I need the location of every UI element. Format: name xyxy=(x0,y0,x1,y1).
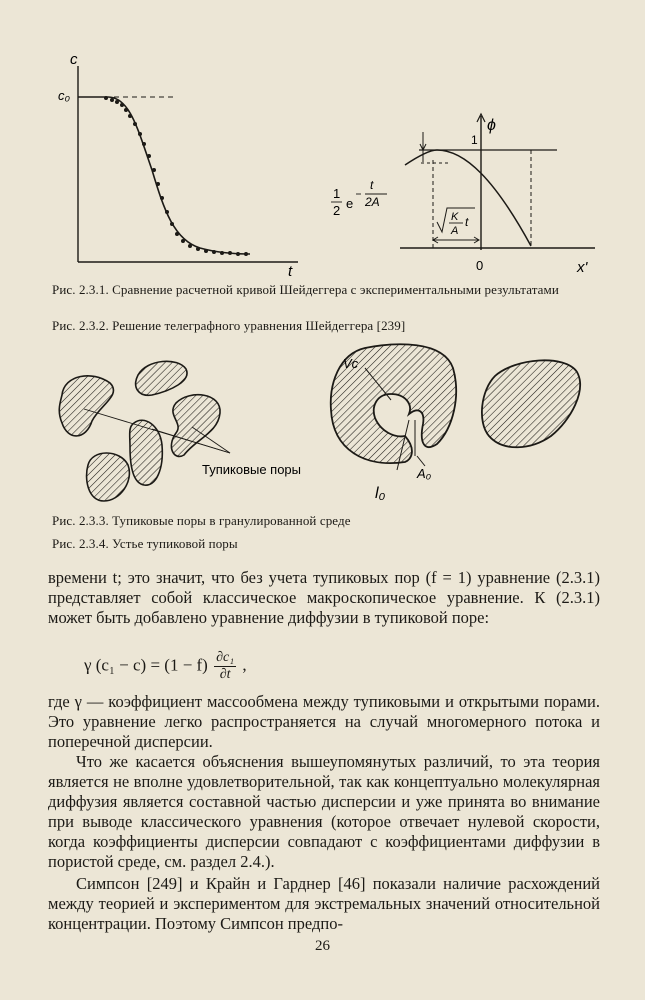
caption-fig-2-3-3: Рис. 2.3.3. Тупиковые поры в гранулированной среде xyxy=(52,513,351,528)
page-number: 26 xyxy=(315,938,330,954)
figure-2-3-3 xyxy=(52,355,312,505)
formula-left: γ (c₁ − c) = (1 − f) xyxy=(84,655,208,675)
paragraph-3-text: Что же касается объяснения вышеупомянутых различий, то эта теория является не вполне удовлетворительной, так как концептуально молекулярная диффузия является составной частью дисперсии и уже принята во внимание при выводе классического уравнения (которое отвечает нулевой скорости, когда коэффициенты дисперсии совпадают с коэффициентами диффузии в пористой среде, см. раздел 2.4.). xyxy=(48,752,600,871)
fig1-data-point xyxy=(170,222,174,226)
fig1-data-point xyxy=(244,252,248,256)
fig2-sqrt-var: t xyxy=(465,215,469,229)
paragraph-4-text: Симпсон [249] и Крайн и Гарднер [46] показали наличие расхождений между теорией и экспериментом для экстремальных значений относительной концентрации. Поэтому Симпсон предпо- xyxy=(48,874,600,933)
fig1-data-point xyxy=(160,196,164,200)
fig1-data-point xyxy=(133,122,137,126)
mass-exchange-formula xyxy=(84,650,247,683)
fig1-data-point xyxy=(110,98,114,102)
fig2-x-label: x' xyxy=(577,259,588,276)
grain-5 xyxy=(87,453,130,501)
fig1-data-point xyxy=(147,154,151,158)
paragraph-4 xyxy=(48,874,600,934)
caption-fig-2-3-4: Рис. 2.3.4. Устье тупиковой поры xyxy=(52,536,238,551)
formula-end: , xyxy=(242,655,247,675)
grain-3 xyxy=(171,395,220,457)
fig2-one-label: 1 xyxy=(471,133,478,147)
fig1-data-point xyxy=(142,142,146,146)
grain-1 xyxy=(59,376,113,436)
fig2-zero-label: 0 xyxy=(476,258,484,273)
paragraph-3 xyxy=(48,752,600,872)
fig1-data-point xyxy=(228,251,232,255)
figure-2-3-2 xyxy=(325,110,605,282)
fig2-expr-num: t xyxy=(370,178,374,192)
fig2-solution-curve xyxy=(405,150,531,246)
fig1-y-label: c xyxy=(70,51,78,68)
fig2-expr-2: 2 xyxy=(333,203,341,218)
fig1-data-point xyxy=(165,210,169,214)
paragraph-2 xyxy=(48,692,600,752)
fig1-data-point xyxy=(196,247,200,251)
grain-2 xyxy=(136,361,187,395)
vc-label: Vc xyxy=(343,356,359,371)
fig1-data-point xyxy=(175,232,179,236)
fig1-c0-label: c₀ xyxy=(58,88,70,103)
fig2-sqrt-den: A xyxy=(451,225,459,237)
fig1-data-point xyxy=(124,108,128,112)
dead-end-pores-label: Тупиковые поры xyxy=(202,462,302,477)
formula-fraction xyxy=(214,650,236,683)
figure-2-3-1 xyxy=(40,50,310,280)
paragraph-2-text: где γ — коэффициент массообмена между тупиковыми и открытыми порами. Это уравнение легко распространяется на случай многомерного потока и поперечной дисперсии. xyxy=(48,692,600,751)
fig2-expr-den: 2A xyxy=(365,195,380,209)
caption-fig-2-3-1: Рис. 2.3.1. Сравнение расчетной кривой Шейдеггера с экспериментальными результатами xyxy=(52,282,559,297)
fig1-data-point xyxy=(128,114,132,118)
fig2-expr-1: 1 xyxy=(333,186,341,201)
fig1-data-point xyxy=(220,251,224,255)
formula-denominator: ∂t xyxy=(219,667,231,682)
fig1-data-point xyxy=(204,249,208,253)
fig1-data-point xyxy=(156,182,160,186)
figure-2-3-4 xyxy=(325,340,595,505)
fig1-data-point xyxy=(212,250,216,254)
fig1-data-point xyxy=(188,244,192,248)
fig1-data-point xyxy=(181,239,185,243)
paragraph-1-text: времени t; это значит, что без учета тупиковых пор (f = 1) уравнение (2.3.1) представляет собой классическое макроскопическое уравнение. К (2.3.1) может быть добавлено уравнение диффузии в тупиковой поре: xyxy=(48,568,600,627)
l0-label: l₀ xyxy=(375,485,386,502)
a0-label: A₀ xyxy=(417,466,432,481)
fig2-phi-label: ϕ xyxy=(487,117,496,134)
grain-right xyxy=(482,360,580,447)
fig1-theory-curve xyxy=(78,97,250,254)
fig1-data-point xyxy=(104,96,108,100)
formula-numerator: ∂c₁ xyxy=(216,650,235,665)
paragraph-1 xyxy=(48,568,600,628)
grain-4 xyxy=(130,420,163,485)
fig1-data-point xyxy=(236,252,240,256)
fig1-data-point xyxy=(115,100,119,104)
fig1-data-point xyxy=(120,103,124,107)
caption-fig-2-3-2: Рис. 2.3.2. Решение телеграфного уравнения Шейдеггера [239] xyxy=(52,318,406,333)
fig2-expr-e: e xyxy=(346,196,354,211)
fig1-data-point xyxy=(138,132,142,136)
fig2-sqrt-num: K xyxy=(451,211,459,223)
fig1-experimental-points xyxy=(104,96,248,256)
fig1-x-label: t xyxy=(288,263,293,280)
fig1-data-point xyxy=(152,168,156,172)
